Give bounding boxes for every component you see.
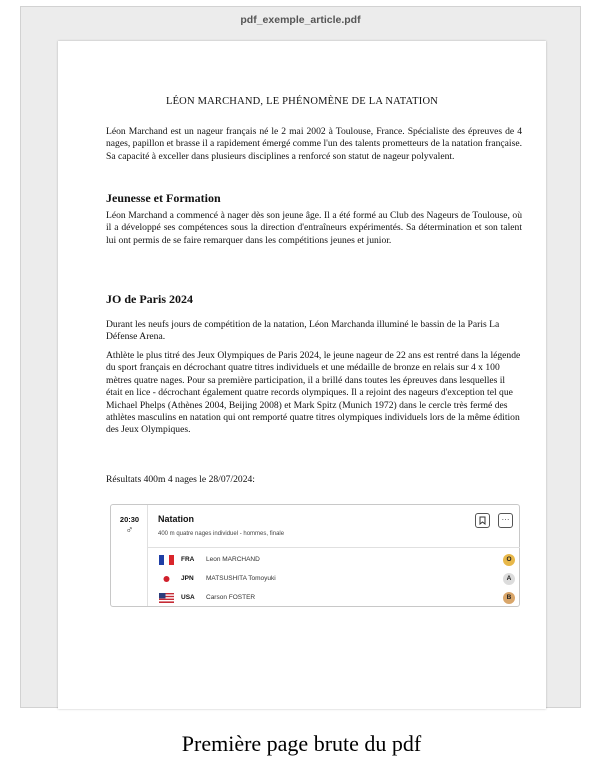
bookmark-button[interactable] — [475, 513, 490, 528]
event-time: 20:30 — [119, 515, 140, 524]
event-name: 400 m quatre nages individuel - hommes, finale — [158, 531, 285, 537]
japan-flag-icon — [159, 574, 174, 584]
bronze-medal-badge: B — [503, 592, 515, 604]
figure-caption: Première page brute du pdf — [181, 731, 422, 756]
section-heading-jeunesse: Jeunesse et Formation — [106, 191, 221, 205]
more-options-button[interactable]: ··· — [498, 513, 513, 528]
section-paragraph-jo-1: Durant les neufs jours de compétition de la natation, Léon Marchanda illuminé le bassin de la Paris La Défense Arena. — [106, 319, 500, 343]
pdf-filename: pdf_exemple_article.pdf — [21, 7, 580, 33]
result-row — [149, 552, 519, 570]
usa-flag-icon — [159, 593, 174, 603]
silver-medal-badge: A — [503, 573, 515, 585]
pdf-page — [58, 41, 546, 709]
male-symbol-icon: ♂ — [125, 525, 134, 536]
athlete-name: Leon MARCHAND — [206, 556, 260, 563]
result-row — [149, 590, 519, 608]
divider — [148, 547, 520, 548]
athlete-name: Carson FOSTER — [206, 594, 256, 601]
bookmark-icon — [476, 514, 489, 527]
result-row — [149, 571, 519, 589]
section-paragraph-jo-2: Athlète le plus titré des Jeux Olympiques de Paris 2024, le jeune nageur de 22 ans est rentré dans la légende du sport français en décrochant quatre titres individuels et une médaille de bronze en relais sur 4 x 100 mètres quatre nages. Pour sa première participation, il a brillé dans toutes les épreuves dans lesquelles il était en lice - décrochant également quatre records olympiques. Il a rejoint des nageurs d'exception tel que Michael Phelps (Athènes 2004, Beijing 2008) et Mark Spitz (Munich 1972) dans le cercle très fermé des athlètes masculins en natation qui ont remporté quatre titres olympiques individuels lors de la même édition des Jeux Olympiques. — [106, 350, 521, 436]
athlete-name: MATSUSHITA Tomoyuki — [206, 575, 276, 582]
noc-code: FRA — [181, 556, 195, 563]
time-column — [111, 505, 148, 606]
gold-medal-badge: O — [503, 554, 515, 566]
section-heading-jo: JO de Paris 2024 — [106, 292, 193, 306]
article-title: LÉON MARCHAND, LE PHÉNOMÈNE DE LA NATATION — [165, 96, 439, 107]
intro-paragraph: Léon Marchand est un nageur français né le 2 mai 2002 à Toulouse, France. Spécialiste des épreuves de 4 nages, papillon et brasse il a rapidement émergé comme l'un des talents prometteurs de la natation française. Sa capacité à exceller dans plusieurs disciplines a renforcé son statut de nageur polyvalent. — [106, 126, 522, 162]
france-flag-icon — [159, 555, 174, 565]
sport-name: Natation — [158, 514, 194, 524]
results-card — [110, 504, 520, 607]
results-label: Résultats 400m 4 nages le 28/07/2024: — [106, 474, 255, 485]
pdf-viewer — [20, 6, 581, 708]
noc-code: USA — [181, 594, 195, 601]
section-paragraph-jeunesse: Léon Marchand a commencé à nager dès son jeune âge. Il a été formé au Club des Nageurs de Toulouse, où il a développé ses compétences sous la direction d'entraîneurs expérimentés. Sa détermination et son talent lui ont permis de se faire remarquer dans les compétitions jeunes et junior. — [106, 210, 522, 246]
noc-code: JPN — [181, 575, 194, 582]
